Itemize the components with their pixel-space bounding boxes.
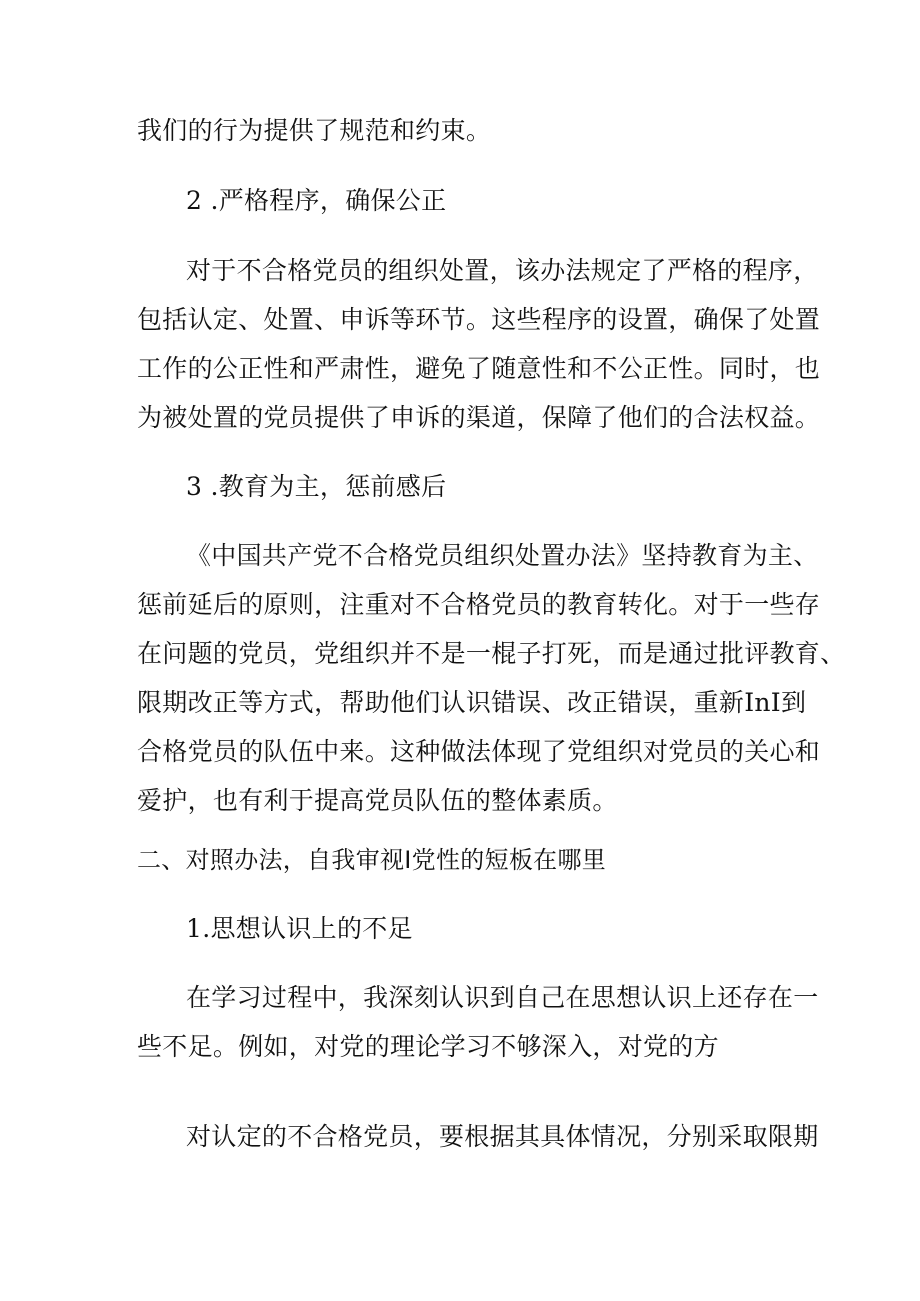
heading-education-first: 3 .教育为主，惩前感后 bbox=[186, 472, 447, 501]
paragraph-education-line-3: 在问题的党员，党组织并不是一棍子打死，而是通过批评教育、 bbox=[137, 639, 846, 668]
paragraph-disposal-line-1: 对认定的不合格党员，要根据其具体情况，分别采取限期 bbox=[186, 1122, 819, 1151]
paragraph-continuation-line-1: 我们的行为提供了规范和约束。 bbox=[137, 116, 492, 145]
paragraph-procedure-line-3: 工作的公正性和严肃性，避免了随意性和不公正性。同时，也 bbox=[137, 354, 821, 383]
paragraph-education-line-6: 爱护，也有利于提高党员队伍的整体素质。 bbox=[137, 786, 618, 815]
section-heading-self-examination: 二、对照办法，自我审视I党性的短板在哪里 bbox=[137, 846, 607, 874]
heading-ideological-shortcomings: 1.思想认识上的不足 bbox=[186, 914, 413, 943]
paragraph-procedure-line-2: 包括认定、处置、申诉等环节。这些程序的设置，确保了处置 bbox=[137, 305, 821, 334]
paragraph-shortcomings-line-2: 些不足。例如，对党的理论学习不够深入，对党的方 bbox=[137, 1032, 719, 1061]
paragraph-education-line-1: 《中国共产党不合格党员组织处置办法》坚持教育为主、 bbox=[186, 541, 819, 570]
paragraph-education-line-2: 惩前延后的原则，注重对不合格党员的教育转化。对于一些存 bbox=[137, 590, 821, 619]
heading-strict-procedure: 2 .严格程序，确保公正 bbox=[186, 186, 447, 215]
paragraph-education-line-5: 合格党员的队伍中来。这种做法体现了党组织对党员的关心和 bbox=[137, 737, 821, 766]
paragraph-education-line-4: 限期改正等方式，帮助他们认识错误、改正错误，重新InI到 bbox=[137, 688, 807, 717]
paragraph-procedure-line-4: 为被处置的党员提供了申诉的渠道，保障了他们的合法权益。 bbox=[137, 403, 821, 432]
paragraph-procedure-line-1: 对于不合格党员的组织处置，该办法规定了严格的程序， bbox=[186, 256, 819, 285]
paragraph-shortcomings-line-1: 在学习过程中，我深刻认识到自己在思想认识上还存在一 bbox=[186, 983, 819, 1012]
